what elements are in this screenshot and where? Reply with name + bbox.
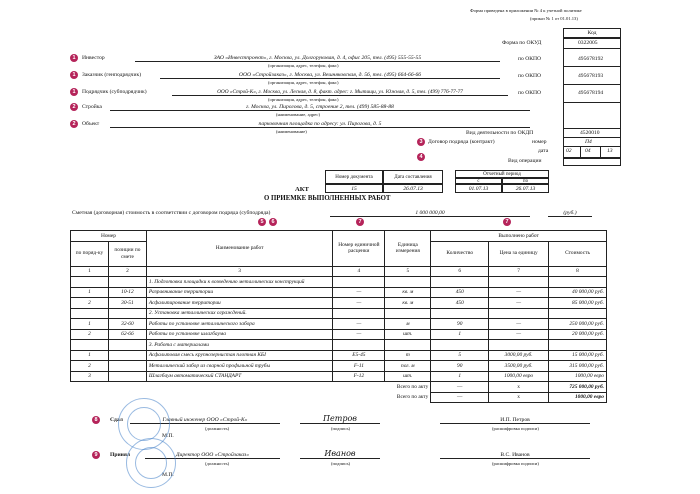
estimate-label: Сметная (договорная) стоимость в соответствии с договором подряда (субподряда)	[72, 210, 271, 216]
header-qty: Количество	[431, 241, 489, 266]
marker-2b: 2	[70, 120, 78, 128]
header-position: позиции по смете	[108, 241, 146, 266]
header-number: Номер	[71, 231, 147, 242]
col-num: 1	[71, 266, 109, 277]
header-unit: Единица измерения	[385, 231, 431, 267]
cell-c6: 1	[431, 371, 489, 382]
handed-label: Сдал	[110, 417, 123, 423]
handed-position-hint: (должность)	[205, 426, 230, 431]
operation-code-cell	[563, 158, 621, 166]
handed-name: И.П. Петров	[440, 417, 590, 424]
okdp-label: Вид деятельности по ОКДП	[466, 130, 534, 136]
marker-1: 1	[70, 54, 78, 62]
doc-num-header: Номер документа	[325, 170, 383, 184]
cell-c2: 30-51	[108, 298, 146, 309]
contractor-value: ООО «Строй-К», г. Москва, ул. Лесная, д. 8, факт. адрес: г. Мытищи, ул. Южная, д. 5, тел. (499) 776-77-77	[172, 89, 508, 96]
contract-year: 13	[607, 148, 613, 154]
accepted-position-hint: (должность)	[205, 461, 230, 466]
cell-c3: Асфальтовая смесь крупнозернистая плотная КБI	[146, 350, 333, 361]
table-row	[71, 361, 607, 372]
handed-signature: Петров	[300, 414, 380, 424]
total-c6: —	[431, 382, 489, 393]
cell-c8: 85 000,00 руб.	[549, 298, 607, 309]
cell-c2	[108, 350, 146, 361]
marker-1b: 1	[70, 71, 78, 79]
customer-label: Заказчик (генподрядчик)	[82, 72, 142, 78]
handed-position: Главный инженер ООО «Строй-К»	[130, 417, 280, 424]
total-label: Всего по акту	[396, 383, 429, 390]
site-value: г. Москва, ул. Пирогова, д. 5, строение 2, тел. (499) 585-88-88	[110, 104, 530, 111]
table-row	[71, 298, 607, 309]
cell-c6: 1	[431, 329, 489, 340]
customer-okpo-label: по ОКПО	[518, 73, 542, 79]
accepted-mp: М.П.	[162, 472, 174, 478]
cell-c7: —	[489, 287, 549, 298]
cell-c5: шт.	[385, 329, 431, 340]
doc-num: 15	[325, 184, 383, 193]
cell	[108, 308, 146, 319]
table-row	[71, 287, 607, 298]
cell	[333, 340, 385, 351]
cell	[549, 340, 607, 351]
contractor-okpo-label: по ОКПО	[518, 90, 542, 96]
cell-c1: 1	[71, 350, 109, 361]
cell-c8: 1000,00 евро	[549, 371, 607, 382]
marker-2: 2	[70, 103, 78, 111]
object-label: Объект	[82, 121, 100, 127]
section-row	[71, 340, 607, 351]
handed-name-hint: (расшифровка подписи)	[492, 426, 539, 431]
header-order: по поряд-ку	[71, 241, 109, 266]
cell	[431, 277, 489, 288]
cell-c6: 5	[431, 350, 489, 361]
date-header: Дата составления	[383, 170, 443, 184]
cell	[385, 340, 431, 351]
cell-c7: 1000,00 евро	[489, 371, 549, 382]
cell-c4: —	[333, 329, 385, 340]
cell-c2	[108, 361, 146, 372]
total-c8: 1000,00 евро	[549, 392, 607, 403]
contractor-label: Подрядчик (субподрядчик)	[82, 89, 147, 95]
cell	[489, 277, 549, 288]
accepted-name: В.С. Иванов	[440, 452, 590, 459]
cell-c3: Асфальтирование территории	[146, 298, 333, 309]
cell-c7: —	[489, 298, 549, 309]
table-row	[71, 319, 607, 330]
operation-label: Вид операции	[508, 158, 542, 164]
section-title: 1. Подготовка площадки к возведению металлических конструкций	[146, 277, 333, 288]
cell-c8: 315 000,00 руб.	[549, 361, 607, 372]
cell-c2: 10-12	[108, 287, 146, 298]
act-subtitle: О ПРИЕМКЕ ВЫПОЛНЕННЫХ РАБОТ	[264, 195, 391, 202]
accepted-signature: Иванов	[300, 449, 380, 459]
contract-date-label: дата	[538, 148, 549, 154]
marker-6: 6	[269, 218, 277, 226]
section-row	[71, 277, 607, 288]
cell-c6: 450	[431, 287, 489, 298]
doc-date: 26.07.13	[383, 184, 443, 193]
cell-c5: кв. м	[385, 287, 431, 298]
col-num: 7	[489, 266, 549, 277]
accepted-position: Директор ООО «Стройзаказ»	[145, 452, 280, 459]
marker-1c: 1	[70, 88, 78, 96]
cell-c3: Разравнивание территории	[146, 287, 333, 298]
customer-hint: (организация, адрес, телефон, факс)	[268, 80, 339, 85]
section-row	[71, 308, 607, 319]
cell-c6: 90	[431, 361, 489, 372]
cell	[549, 277, 607, 288]
header-price-num: Номер единичной расценки	[333, 231, 385, 267]
works-table	[70, 230, 607, 403]
header-cost: Стоимость	[549, 241, 607, 266]
contractor-hint: (организация, адрес, телефон, факс)	[268, 97, 339, 102]
investor-value: ЗАО «Инвестпроект», г. Москва, ул. Долгоруковая, д. 4, офис 205, тел. (495) 555-55-55	[135, 55, 500, 62]
cell-c6: 450	[431, 298, 489, 309]
cell-c1: 2	[71, 329, 109, 340]
table-row	[71, 371, 607, 382]
header-price: Цена за единицу	[489, 241, 549, 266]
cell	[108, 340, 146, 351]
cell-c3: Работы по установке шлагбаума	[146, 329, 333, 340]
handed-mp: М.П.	[162, 433, 174, 439]
contract-month: 04	[585, 148, 591, 154]
contract-num: П4	[585, 139, 592, 145]
total-c7: x	[489, 382, 549, 393]
investor-okpo-label: по ОКПО	[518, 56, 542, 62]
period-to: 26.07.13	[502, 184, 549, 193]
handed-signature-hint: (подпись)	[331, 426, 351, 431]
estimate-value: 1 000 000,00	[330, 210, 530, 217]
total-c7: x	[489, 392, 549, 403]
okdp-value: 4520010	[580, 130, 600, 136]
site-label: Стройка	[82, 104, 102, 110]
total-label: Всего по акту	[396, 394, 429, 400]
cell-c7: —	[489, 319, 549, 330]
site-hint: (наименование, адрес)	[276, 112, 320, 117]
cell-c4: —	[333, 319, 385, 330]
cell-c1: 1	[71, 287, 109, 298]
period-from-label: с	[455, 178, 502, 184]
cell-c4: F-11	[333, 361, 385, 372]
object-hint: (наименование)	[276, 129, 307, 134]
contract-label: Договор подряда (контракт)	[428, 139, 495, 145]
cell	[549, 308, 607, 319]
header-name: Наименование работ	[146, 231, 333, 267]
estimate-unit: (руб.)	[548, 210, 592, 217]
cell-c8: 250 000,00 руб.	[549, 319, 607, 330]
form-note-line1: Форма приведена в приложении № 4 к учетной политике	[470, 8, 582, 13]
total-c6: —	[431, 392, 489, 403]
total-row	[71, 382, 607, 393]
cell-c1: 3	[71, 371, 109, 382]
marker-7b: 7	[503, 218, 511, 226]
cell	[71, 277, 109, 288]
cell-c8: 20 000,00 руб.	[549, 329, 607, 340]
marker-4: 4	[417, 153, 425, 161]
cell-c4: Е5-45	[333, 350, 385, 361]
cell	[431, 340, 489, 351]
period-header: Отчетный период	[455, 170, 549, 178]
column-numbers-row	[71, 266, 607, 277]
cell	[431, 308, 489, 319]
cell-c3: Металлический забор из сварной профильной трубы	[146, 361, 333, 372]
object-value: парковочная площадка по адресу: ул. Пирогова, д. 5	[110, 121, 530, 128]
cell-c8: 40 000,00 руб.	[549, 287, 607, 298]
cell-c4: F-12	[333, 371, 385, 382]
form-note-line2: (приказ № 1 от 01.01.13)	[530, 16, 578, 21]
cell	[71, 340, 109, 351]
col-num: 2	[108, 266, 146, 277]
section-title: 3. Работа с материалами	[146, 340, 333, 351]
cell-c1: 1	[71, 319, 109, 330]
cell-c2: 62-66	[108, 329, 146, 340]
cell-c4: —	[333, 298, 385, 309]
cell-c6: 90	[431, 319, 489, 330]
cell	[489, 308, 549, 319]
section-title: 2. Установка металлических ограждений.	[146, 308, 333, 319]
cell-c5: т	[385, 350, 431, 361]
cell-c3: Работы по установке металлического забора	[146, 319, 333, 330]
okud-value: 0322005	[578, 40, 598, 46]
code-label: Код	[587, 30, 597, 36]
contract-num-label: номер	[532, 139, 547, 145]
marker-7: 7	[356, 218, 364, 226]
marker-3: 3	[417, 138, 425, 146]
cell-c5: м	[385, 319, 431, 330]
code-header-cell	[563, 28, 621, 38]
cell-c7: —	[489, 329, 549, 340]
cell	[71, 308, 109, 319]
accepted-name-hint: (расшифровка подписи)	[492, 461, 539, 466]
customer-value: ООО «Стройзаказ», г. Москва, ул. Вешняковская, д. 56, тел. (495) 664-66-66	[160, 72, 500, 79]
period-from: 01.07.13	[455, 184, 502, 193]
marker-5: 5	[258, 218, 266, 226]
cell-c2: 32-60	[108, 319, 146, 330]
cell	[108, 277, 146, 288]
table-row	[71, 350, 607, 361]
table-row	[71, 329, 607, 340]
header-done: Выполнено работ	[431, 231, 607, 242]
investor-label: Инвестор	[82, 55, 105, 61]
cell	[385, 277, 431, 288]
accepted-signature-hint: (подпись)	[331, 461, 351, 466]
okud-label: Форма по ОКУД	[502, 40, 542, 46]
col-num: 6	[431, 266, 489, 277]
col-num: 8	[549, 266, 607, 277]
period-to-label: по	[502, 178, 549, 184]
cell-c4: —	[333, 287, 385, 298]
accepted-label: Принял	[110, 452, 131, 458]
cell	[385, 308, 431, 319]
contractor-okpo: 495678194	[578, 90, 604, 96]
col-num: 3	[146, 266, 333, 277]
cell	[333, 308, 385, 319]
cell-c7: 3500,00 руб.	[489, 361, 549, 372]
cell-c7: 3000,00 руб.	[489, 350, 549, 361]
cell-c3: Шлагбаум автоматический СТАНДАРТ	[146, 371, 333, 382]
marker-8: 8	[92, 416, 100, 424]
cell-c1: 2	[71, 361, 109, 372]
cell-c5: шт.	[385, 371, 431, 382]
col-num: 4	[333, 266, 385, 277]
col-num: 5	[385, 266, 431, 277]
cell	[489, 340, 549, 351]
total-c8: 725 000,00 руб.	[549, 382, 607, 393]
contract-day: 02	[566, 148, 572, 154]
marker-9: 9	[92, 451, 100, 459]
investor-hint: (организация, адрес, телефон, факс)	[268, 63, 339, 68]
company-stamp-2	[126, 438, 176, 488]
cell-c8: 15 000,00 руб.	[549, 350, 607, 361]
act-title: АКТ	[295, 186, 309, 193]
investor-okpo: 495678192	[578, 56, 604, 62]
cell-c1: 2	[71, 298, 109, 309]
cell-c2	[108, 371, 146, 382]
cell-c5: пог. м	[385, 361, 431, 372]
cell	[333, 277, 385, 288]
cell-c5: кв. м	[385, 298, 431, 309]
table-header-row-1	[71, 231, 607, 242]
customer-okpo: 495678193	[578, 73, 604, 79]
